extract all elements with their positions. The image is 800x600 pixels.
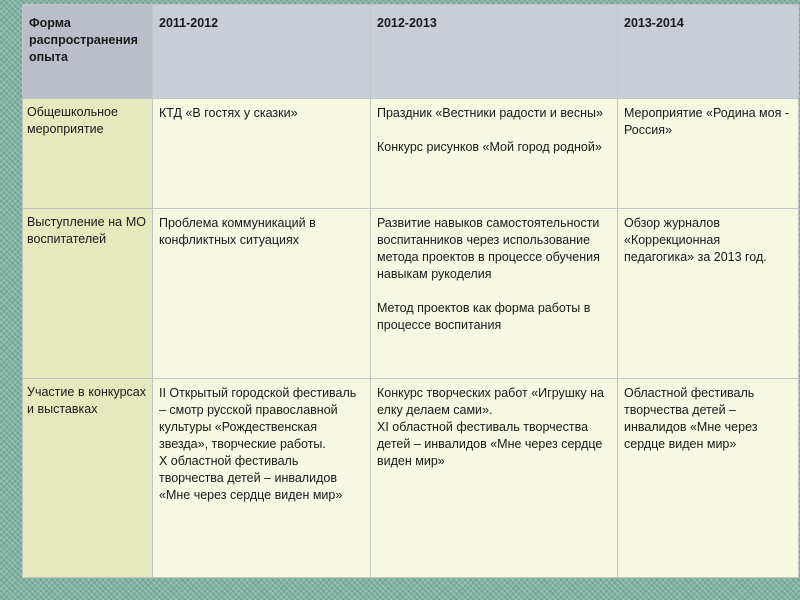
table-row — [23, 98, 799, 208]
table-row — [23, 208, 799, 378]
cell-text: Праздник «Вестники радости и весны» — [377, 105, 603, 120]
row-label-contests: Участие в конкурсах и выставках — [23, 379, 153, 578]
cell-school-event-2013 — [618, 98, 799, 208]
cell-mo-speech-2011 — [153, 208, 371, 378]
cell-text: Областной фестиваль творчества детей – инвалидов «Мне через сердце виден мир» — [624, 386, 758, 452]
row-label-school-event: Общешкольное мероприятие — [23, 98, 153, 208]
cell-text: Конкурс творческих работ «Игрушку на елку делаем сами». — [377, 386, 604, 418]
row-label-mo-speech: Выступление на МО воспитателей — [23, 208, 153, 378]
cell-text: Метод проектов как форма работы в процессе воспитания — [377, 300, 591, 332]
experience-table-container — [22, 4, 798, 578]
header-year-2013-2014: 2013-2014 — [618, 5, 799, 99]
table-header-row — [23, 5, 799, 99]
cell-text: Конкурс рисунков «Мой город родной» — [377, 139, 602, 154]
cell-text: Обзор журналов «Коррекционная педагогика» за 2013 год. — [624, 215, 767, 264]
table-row — [23, 379, 799, 578]
cell-text: Развитие навыков самостоятельности воспитанников через использование метода проектов в процессе обучения навыкам рукоделия — [377, 215, 600, 281]
header-form-cell: Форма распространения опыта — [23, 5, 153, 99]
header-year-2012-2013: 2012-2013 — [371, 5, 618, 99]
cell-text: II Открытый городской фестиваль – смотр русской православной культуры «Рождественская звезда», творческие работы. — [159, 386, 357, 452]
header-year-2011-2012: 2011-2012 — [153, 5, 371, 99]
cell-text: X областной фестиваль творчества детей – инвалидов «Мне через сердце виден мир» — [159, 454, 343, 503]
cell-mo-speech-2012 — [371, 208, 618, 378]
cell-contests-2011 — [153, 379, 371, 578]
cell-contests-2012 — [371, 379, 618, 578]
cell-school-event-2012 — [371, 98, 618, 208]
cell-text: КТД «В гостях у сказки» — [159, 105, 298, 120]
cell-contests-2013 — [618, 379, 799, 578]
cell-text: Проблема коммуникаций в конфликтных ситуациях — [159, 215, 316, 247]
cell-school-event-2011 — [153, 98, 371, 208]
cell-mo-speech-2013 — [618, 208, 799, 378]
cell-text: Мероприятие «Родина моя - Россия» — [624, 105, 789, 137]
cell-text: XI областной фестиваль творчества детей – инвалидов «Мне через сердце виден мир» — [377, 420, 603, 469]
experience-table — [22, 4, 799, 578]
